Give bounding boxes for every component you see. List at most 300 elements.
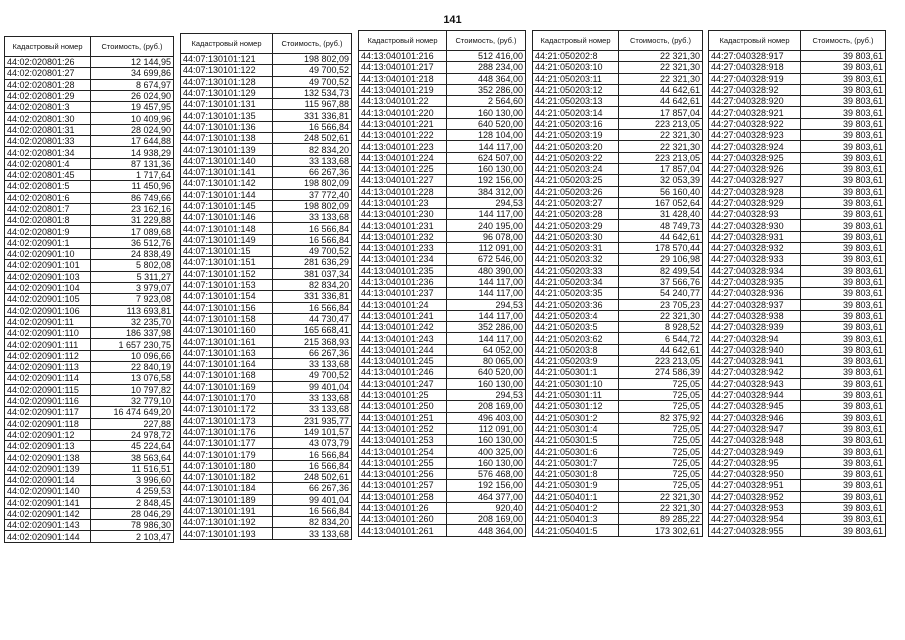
cost-cell: 24 838,49 xyxy=(91,249,174,260)
cost-cell: 672 546,00 xyxy=(447,254,526,265)
table-row xyxy=(709,356,886,367)
cadastral-number-cell: 44:07:130101:161 xyxy=(181,336,273,347)
table-row xyxy=(5,226,174,237)
table-row xyxy=(359,502,526,513)
cost-cell: 49 700,52 xyxy=(273,76,352,87)
cost-cell: 294,53 xyxy=(447,299,526,310)
table-row xyxy=(181,494,352,505)
cadastral-number-cell: 44:02:020801:3 xyxy=(5,102,91,113)
cadastral-number-cell: 44:07:130101:180 xyxy=(181,460,273,471)
table-row xyxy=(5,215,174,226)
cost-cell: 198 802,09 xyxy=(273,54,352,65)
table-row xyxy=(359,141,526,152)
cadastral-number-cell: 44:13:040101:255 xyxy=(359,457,447,468)
cost-cell: 11 450,96 xyxy=(91,181,174,192)
cost-cell: 39 803,61 xyxy=(801,186,886,197)
cadastral-number-cell: 44:13:040101:219 xyxy=(359,84,447,95)
cost-cell: 113 693,81 xyxy=(91,305,174,316)
table-row xyxy=(709,265,886,276)
cost-cell: 22 321,30 xyxy=(619,62,703,73)
cost-cell: 331 336,81 xyxy=(273,291,352,302)
cadastral-number-cell: 44:21:050203:20 xyxy=(533,141,619,152)
cost-cell: 16 566,84 xyxy=(273,121,352,132)
cadastral-number-cell: 44:02:020901:144 xyxy=(5,531,91,542)
table-row xyxy=(709,51,886,62)
cadastral-number-cell: 44:07:130101:172 xyxy=(181,404,273,415)
cadastral-number-cell: 44:21:050203:22 xyxy=(533,152,619,163)
table-row xyxy=(181,302,352,313)
cadastral-number-cell: 44:13:040101:251 xyxy=(359,412,447,423)
cadastral-number-cell: 44:21:050203:36 xyxy=(533,299,619,310)
table-row xyxy=(709,130,886,141)
cadastral-number-cell: 44:27:040328:945 xyxy=(709,401,801,412)
cadastral-number-cell: 44:27:040328:930 xyxy=(709,220,801,231)
table-row xyxy=(5,260,174,271)
cadastral-number-cell: 44:02:020801:6 xyxy=(5,192,91,203)
cost-cell: 23 162,16 xyxy=(91,203,174,214)
table-row xyxy=(5,237,174,248)
cost-cell: 39 803,61 xyxy=(801,197,886,208)
cost-cell: 39 803,61 xyxy=(801,107,886,118)
cost-cell: 352 286,00 xyxy=(447,84,526,95)
cadastral-number-cell: 44:02:020901:140 xyxy=(5,486,91,497)
table-row xyxy=(709,197,886,208)
cadastral-number-cell: 44:27:040328:919 xyxy=(709,73,801,84)
table-row xyxy=(359,130,526,141)
cadastral-number-cell: 44:21:050301:10 xyxy=(533,378,619,389)
cadastral-number-cell: 44:27:040328:924 xyxy=(709,141,801,152)
cost-cell: 39 803,61 xyxy=(801,118,886,129)
cadastral-number-cell: 44:07:130101:136 xyxy=(181,121,273,132)
cost-cell: 39 803,61 xyxy=(801,96,886,107)
table-row xyxy=(533,163,703,174)
cost-cell: 39 803,61 xyxy=(801,367,886,378)
table-row xyxy=(533,141,703,152)
cadastral-number-cell: 44:27:040328:943 xyxy=(709,378,801,389)
table-row xyxy=(5,271,174,282)
cost-cell: 16 566,84 xyxy=(273,234,352,245)
cadastral-number-cell: 44:07:130101:160 xyxy=(181,325,273,336)
cost-cell: 223 213,05 xyxy=(619,152,703,163)
cadastral-number-cell: 44:13:040101:217 xyxy=(359,62,447,73)
cadastral-number-cell: 44:07:130101:149 xyxy=(181,234,273,245)
cadastral-number-cell: 44:02:020901:13 xyxy=(5,441,91,452)
table-row xyxy=(5,429,174,440)
cost-cell: 44 642,61 xyxy=(619,344,703,355)
cost-cell: 39 803,61 xyxy=(801,401,886,412)
cost-cell: 22 321,30 xyxy=(619,310,703,321)
cost-cell: 128 104,00 xyxy=(447,130,526,141)
table-row xyxy=(533,175,703,186)
cost-cell: 44 642,61 xyxy=(619,231,703,242)
table-row xyxy=(359,51,526,62)
cost-cell: 49 700,52 xyxy=(273,65,352,76)
cost-table-1 xyxy=(4,36,174,543)
cadastral-number-cell: 44:21:050401:1 xyxy=(533,491,619,502)
cost-cell: 10 096,66 xyxy=(91,350,174,361)
table-row xyxy=(533,84,703,95)
table-row xyxy=(533,310,703,321)
table-row xyxy=(359,389,526,400)
cadastral-number-cell: 44:02:020801:34 xyxy=(5,147,91,158)
table-row xyxy=(709,231,886,242)
cost-cell: 640 520,00 xyxy=(447,367,526,378)
cost-cell: 22 321,30 xyxy=(619,73,703,84)
cadastral-number-cell: 44:02:020801:4 xyxy=(5,158,91,169)
table-row xyxy=(5,350,174,361)
cost-cell: 24 978,72 xyxy=(91,429,174,440)
header-cost: Стоимость, (руб.) xyxy=(619,31,703,51)
table-row xyxy=(359,197,526,208)
cost-cell: 39 803,61 xyxy=(801,265,886,276)
cost-cell: 274 586,39 xyxy=(619,367,703,378)
cost-cell: 160 130,00 xyxy=(447,163,526,174)
table-row xyxy=(359,276,526,287)
cadastral-number-cell: 44:07:130101:189 xyxy=(181,494,273,505)
table-row xyxy=(709,299,886,310)
table-row xyxy=(533,333,703,344)
table-row xyxy=(359,175,526,186)
cadastral-number-cell: 44:13:040101:260 xyxy=(359,514,447,525)
table-row xyxy=(359,62,526,73)
table-row xyxy=(533,457,703,468)
cost-cell: 12 144,95 xyxy=(91,57,174,68)
cadastral-number-cell: 44:21:050401:5 xyxy=(533,525,619,536)
cost-table-5 xyxy=(708,30,886,537)
cost-cell: 16 566,84 xyxy=(273,449,352,460)
cadastral-number-cell: 44:07:130101:168 xyxy=(181,370,273,381)
cadastral-number-cell: 44:02:020901:111 xyxy=(5,339,91,350)
cost-cell: 17 857,04 xyxy=(619,163,703,174)
table-row xyxy=(5,192,174,203)
cadastral-number-cell: 44:07:130101:169 xyxy=(181,381,273,392)
cost-cell: 248 502,61 xyxy=(273,471,352,482)
cost-cell: 39 803,61 xyxy=(801,175,886,186)
cost-cell: 32 235,70 xyxy=(91,316,174,327)
table-row xyxy=(533,299,703,310)
cost-cell: 3 996,60 xyxy=(91,474,174,485)
table-row xyxy=(181,189,352,200)
table-row xyxy=(709,84,886,95)
table-row xyxy=(533,468,703,479)
cadastral-number-cell: 44:07:130101:142 xyxy=(181,178,273,189)
table-row xyxy=(181,359,352,370)
cadastral-number-cell: 44:27:040328:934 xyxy=(709,265,801,276)
cost-cell: 23 705,23 xyxy=(619,299,703,310)
table-row xyxy=(181,449,352,460)
cadastral-number-cell: 44:02:020901:103 xyxy=(5,271,91,282)
cadastral-number-cell: 44:07:130101:164 xyxy=(181,359,273,370)
cost-cell: 725,05 xyxy=(619,435,703,446)
cadastral-number-cell: 44:02:020901:113 xyxy=(5,362,91,373)
cadastral-number-cell: 44:07:130101:173 xyxy=(181,415,273,426)
cadastral-number-cell: 44:07:130101:163 xyxy=(181,347,273,358)
table-row xyxy=(359,401,526,412)
cadastral-number-cell: 44:07:130101:140 xyxy=(181,155,273,166)
cost-cell: 19 457,95 xyxy=(91,102,174,113)
cost-cell: 231 935,77 xyxy=(273,415,352,426)
table-row xyxy=(5,531,174,542)
cadastral-number-cell: 44:21:050301:12 xyxy=(533,401,619,412)
cost-cell: 43 073,79 xyxy=(273,438,352,449)
cadastral-number-cell: 44:02:020901:114 xyxy=(5,373,91,384)
table-row xyxy=(533,118,703,129)
cadastral-number-cell: 44:21:050203:25 xyxy=(533,175,619,186)
table-row xyxy=(5,181,174,192)
cadastral-number-cell: 44:07:130101:15 xyxy=(181,246,273,257)
cadastral-number-cell: 44:13:040101:225 xyxy=(359,163,447,174)
cadastral-number-cell: 44:02:020901:1 xyxy=(5,237,91,248)
cost-cell: 448 364,00 xyxy=(447,525,526,536)
cost-cell: 39 803,61 xyxy=(801,243,886,254)
cost-cell: 223 213,05 xyxy=(619,356,703,367)
table-row xyxy=(709,412,886,423)
cadastral-number-cell: 44:27:040328:955 xyxy=(709,525,801,536)
cost-cell: 725,05 xyxy=(619,457,703,468)
cost-cell: 4 259,53 xyxy=(91,486,174,497)
table-row xyxy=(181,381,352,392)
cost-cell: 208 169,00 xyxy=(447,514,526,525)
cadastral-number-cell: 44:02:020901:12 xyxy=(5,429,91,440)
cost-cell: 49 700,52 xyxy=(273,370,352,381)
table-row xyxy=(181,471,352,482)
table-row xyxy=(709,446,886,457)
table-row xyxy=(359,480,526,491)
cadastral-number-cell: 44:07:130101:144 xyxy=(181,189,273,200)
cadastral-number-cell: 44:07:130101:135 xyxy=(181,110,273,121)
table-row xyxy=(709,175,886,186)
cost-cell: 1 717,64 xyxy=(91,169,174,180)
table-row xyxy=(709,333,886,344)
cost-cell: 80 065,00 xyxy=(447,356,526,367)
cadastral-number-cell: 44:27:040328:952 xyxy=(709,491,801,502)
table-row xyxy=(5,486,174,497)
table-row xyxy=(533,107,703,118)
table-row xyxy=(5,520,174,531)
header-cadastral-number: Кадастровый номер xyxy=(5,37,91,57)
cadastral-number-cell: 44:07:130101:192 xyxy=(181,517,273,528)
cost-cell: 45 224,64 xyxy=(91,441,174,452)
table-row xyxy=(359,446,526,457)
cadastral-number-cell: 44:27:040328:932 xyxy=(709,243,801,254)
cost-cell: 39 803,61 xyxy=(801,62,886,73)
table-row xyxy=(181,212,352,223)
cost-cell: 22 321,30 xyxy=(619,51,703,62)
table-row xyxy=(533,344,703,355)
table-row xyxy=(709,514,886,525)
table-row xyxy=(709,423,886,434)
cadastral-number-cell: 44:21:050203:62 xyxy=(533,333,619,344)
cadastral-number-cell: 44:02:020801:8 xyxy=(5,215,91,226)
cost-cell: 17 857,04 xyxy=(619,107,703,118)
cadastral-number-cell: 44:21:050203:26 xyxy=(533,186,619,197)
cost-cell: 39 803,61 xyxy=(801,288,886,299)
table-row xyxy=(709,468,886,479)
cadastral-number-cell: 44:13:040101:221 xyxy=(359,118,447,129)
cost-cell: 33 133,68 xyxy=(273,392,352,403)
table-row xyxy=(5,373,174,384)
cost-cell: 14 938,29 xyxy=(91,147,174,158)
cost-cell: 22 321,30 xyxy=(619,502,703,513)
cost-cell: 78 986,30 xyxy=(91,520,174,531)
cost-cell: 288 234,00 xyxy=(447,62,526,73)
cost-cell: 5 802,08 xyxy=(91,260,174,271)
cadastral-number-cell: 44:07:130101:128 xyxy=(181,76,273,87)
cadastral-number-cell: 44:02:020901:104 xyxy=(5,282,91,293)
table-row xyxy=(533,186,703,197)
table-row xyxy=(709,435,886,446)
table-row xyxy=(359,299,526,310)
cadastral-number-cell: 44:21:050301:4 xyxy=(533,423,619,434)
cadastral-number-cell: 44:07:130101:148 xyxy=(181,223,273,234)
table-row xyxy=(5,305,174,316)
cadastral-number-cell: 44:02:020801:31 xyxy=(5,124,91,135)
table-row xyxy=(533,367,703,378)
cadastral-number-cell: 44:07:130101:154 xyxy=(181,291,273,302)
cost-cell: 39 803,61 xyxy=(801,163,886,174)
table-row xyxy=(181,76,352,87)
table-row xyxy=(181,99,352,110)
cadastral-number-cell: 44:07:130101:131 xyxy=(181,99,273,110)
cost-cell: 186 337,98 xyxy=(91,328,174,339)
cadastral-number-cell: 44:13:040101:246 xyxy=(359,367,447,378)
cadastral-number-cell: 44:13:040101:222 xyxy=(359,130,447,141)
cadastral-number-cell: 44:13:040101:243 xyxy=(359,333,447,344)
cadastral-number-cell: 44:21:050203:30 xyxy=(533,231,619,242)
cost-cell: 64 052,00 xyxy=(447,344,526,355)
cost-cell: 39 803,61 xyxy=(801,502,886,513)
cost-cell: 192 156,00 xyxy=(447,480,526,491)
cost-cell: 38 563,64 xyxy=(91,452,174,463)
cadastral-number-cell: 44:27:040328:942 xyxy=(709,367,801,378)
cadastral-number-cell: 44:13:040101:258 xyxy=(359,491,447,502)
cost-cell: 37 772,40 xyxy=(273,189,352,200)
table-row xyxy=(709,254,886,265)
table-row xyxy=(181,528,352,539)
cadastral-number-cell: 44:27:040328:921 xyxy=(709,107,801,118)
table-row xyxy=(5,508,174,519)
cost-cell: 54 240,77 xyxy=(619,288,703,299)
cost-cell: 223 213,05 xyxy=(619,118,703,129)
table-row xyxy=(181,110,352,121)
cadastral-number-cell: 44:07:130101:179 xyxy=(181,449,273,460)
cadastral-number-cell: 44:02:020801:30 xyxy=(5,113,91,124)
table-row xyxy=(709,62,886,73)
cost-table-2 xyxy=(180,33,352,540)
table-row xyxy=(181,392,352,403)
cost-cell: 87 131,36 xyxy=(91,158,174,169)
table-row xyxy=(359,265,526,276)
cost-cell: 39 803,61 xyxy=(801,525,886,536)
cost-cell: 112 091,00 xyxy=(447,423,526,434)
table-row xyxy=(533,254,703,265)
cadastral-number-cell: 44:27:040328:936 xyxy=(709,288,801,299)
cadastral-number-cell: 44:13:040101:242 xyxy=(359,322,447,333)
cadastral-number-cell: 44:21:050301:11 xyxy=(533,389,619,400)
cost-cell: 33 133,68 xyxy=(273,528,352,539)
table-row xyxy=(359,254,526,265)
table-row xyxy=(359,356,526,367)
cost-cell: 39 803,61 xyxy=(801,423,886,434)
table-row xyxy=(359,220,526,231)
cost-cell: 16 566,84 xyxy=(273,302,352,313)
cost-cell: 56 160,40 xyxy=(619,186,703,197)
table-row xyxy=(533,197,703,208)
cadastral-number-cell: 44:27:040328:938 xyxy=(709,310,801,321)
table-row xyxy=(359,310,526,321)
table-row xyxy=(533,209,703,220)
cadastral-number-cell: 44:27:040328:953 xyxy=(709,502,801,513)
table-row xyxy=(533,423,703,434)
table-row xyxy=(359,412,526,423)
cost-cell: 99 401,04 xyxy=(273,381,352,392)
header-cost: Стоимость, (руб.) xyxy=(801,31,886,51)
cost-cell: 2 103,47 xyxy=(91,531,174,542)
cadastral-number-cell: 44:02:020901:11 xyxy=(5,316,91,327)
table-row xyxy=(181,257,352,268)
table-row xyxy=(359,186,526,197)
cost-cell: 167 052,64 xyxy=(619,197,703,208)
cadastral-number-cell: 44:21:050203:35 xyxy=(533,288,619,299)
table-row xyxy=(533,322,703,333)
cost-cell: 725,05 xyxy=(619,423,703,434)
table-row xyxy=(181,155,352,166)
table-row xyxy=(533,276,703,287)
table-row xyxy=(5,441,174,452)
cost-cell: 39 803,61 xyxy=(801,322,886,333)
cadastral-number-cell: 44:27:040328:954 xyxy=(709,514,801,525)
cadastral-number-cell: 44:13:040101:218 xyxy=(359,73,447,84)
cadastral-number-cell: 44:27:040328:927 xyxy=(709,175,801,186)
table-row xyxy=(181,517,352,528)
cost-cell: 22 321,30 xyxy=(619,491,703,502)
cadastral-number-cell: 44:21:050203:24 xyxy=(533,163,619,174)
cost-cell: 39 803,61 xyxy=(801,276,886,287)
cost-cell: 144 117,00 xyxy=(447,288,526,299)
cost-cell: 34 699,86 xyxy=(91,68,174,79)
cost-cell: 22 840,19 xyxy=(91,362,174,373)
cost-cell: 39 803,61 xyxy=(801,130,886,141)
cost-cell: 248 502,61 xyxy=(273,133,352,144)
cost-cell: 16 474 649,20 xyxy=(91,407,174,418)
cost-cell: 6 544,72 xyxy=(619,333,703,344)
table-row xyxy=(533,401,703,412)
table-row xyxy=(359,152,526,163)
cadastral-number-cell: 44:13:040101:236 xyxy=(359,276,447,287)
cost-cell: 294,53 xyxy=(447,389,526,400)
cost-cell: 115 967,88 xyxy=(273,99,352,110)
cadastral-number-cell: 44:07:130101:153 xyxy=(181,279,273,290)
table-row xyxy=(181,178,352,189)
cadastral-number-cell: 44:21:050301:8 xyxy=(533,468,619,479)
cadastral-number-cell: 44:13:040101:227 xyxy=(359,175,447,186)
table-row xyxy=(709,367,886,378)
cost-cell: 39 803,61 xyxy=(801,84,886,95)
cadastral-number-cell: 44:13:040101:232 xyxy=(359,231,447,242)
cost-cell: 512 416,00 xyxy=(447,51,526,62)
cost-cell: 39 803,61 xyxy=(801,468,886,479)
table-row xyxy=(5,147,174,158)
table-row xyxy=(359,468,526,479)
cost-table-3 xyxy=(358,30,526,537)
cost-table-4 xyxy=(532,30,703,537)
cadastral-number-cell: 44:13:040101:237 xyxy=(359,288,447,299)
cost-cell: 22 321,30 xyxy=(619,130,703,141)
cost-cell: 31 229,88 xyxy=(91,215,174,226)
table-row xyxy=(5,474,174,485)
table-row xyxy=(533,435,703,446)
cost-cell: 39 803,61 xyxy=(801,299,886,310)
